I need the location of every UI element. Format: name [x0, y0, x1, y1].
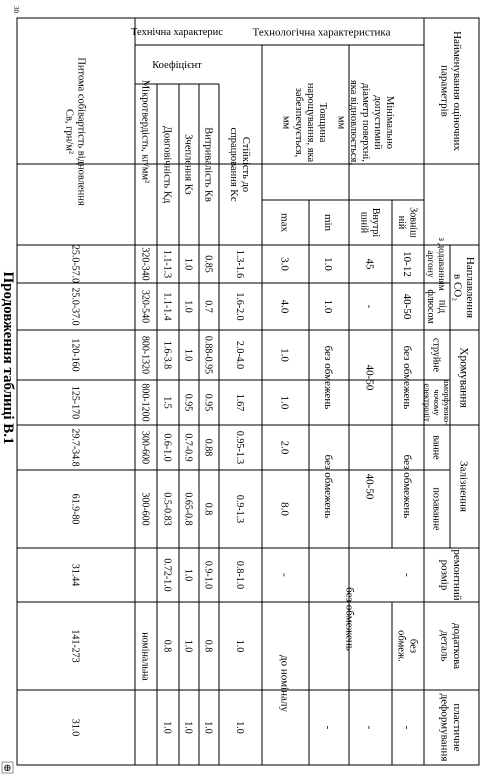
data-cell: 0.8 — [202, 639, 214, 653]
data-cell: 300-600 — [139, 492, 151, 526]
data-cell: 0.95 — [182, 393, 194, 412]
row-outer: Зовнішній — [395, 207, 419, 238]
data-cell: 0.7-0.9 — [182, 433, 194, 462]
group-technic: Технічна характерис — [131, 27, 223, 39]
data-cell: 1.0 — [182, 300, 194, 313]
header-ironing-out: позаванне — [430, 487, 442, 531]
data-cell: 0.95 — [202, 393, 214, 412]
data-cell: 1.0 — [182, 568, 194, 582]
data-cell: - — [401, 573, 414, 577]
row-inner: Внутрішній — [358, 207, 381, 238]
row-max: max — [278, 213, 291, 232]
group-tech: Технологічна характеристика — [252, 26, 391, 39]
data-cell: 2.0-4.0 — [234, 340, 245, 370]
data-cell: 1.0 — [182, 639, 194, 653]
data-cell: 0.65-0.8 — [182, 492, 194, 526]
data-cell: 31.0 — [69, 718, 81, 737]
row-cost: Питома собівартість відновленняСв, грн/м² — [63, 57, 87, 206]
data-cell: - — [363, 304, 376, 309]
data-cell: 1.6-3.8 — [161, 340, 173, 370]
move-handle-icon: ⊕ — [3, 763, 12, 774]
data-cell-merged: без обмежень — [343, 587, 356, 651]
data-cell: 0.8 — [202, 502, 214, 516]
data-cell: 1.0 — [278, 348, 291, 362]
data-cell: 0.95-1.3 — [234, 430, 245, 465]
data-cell: 0.72-1.0 — [161, 558, 173, 592]
data-cell: 1.0 — [161, 721, 173, 734]
data-cell: 61.9-80 — [69, 493, 81, 525]
header-chrome-amorph: аморфуюно-чочомуелектроліт — [422, 379, 452, 426]
data-cell: 1.0 — [234, 639, 245, 653]
data-cell: 1.0 — [182, 348, 194, 362]
data-cell: 0.7 — [202, 300, 214, 313]
page-corner-mark: 30 — [12, 6, 20, 13]
data-cell: 0.88 — [202, 438, 214, 457]
data-cell: 1.1-1.4 — [161, 292, 173, 321]
data-cell: 1.67 — [234, 393, 245, 412]
page-heading: Продовження таблиці В.1 — [0, 271, 16, 445]
data-cell: - — [363, 725, 376, 730]
header-flux: підфлюсом — [424, 289, 448, 324]
data-cell: 3.0 — [278, 257, 291, 271]
data-cell: 0.9-1.0 — [202, 560, 214, 590]
data-cell: 0.6-1.0 — [161, 433, 173, 462]
data-cell: 0.8-1.0 — [234, 560, 245, 590]
data-cell-nominal: номінальна — [139, 632, 151, 681]
data-cell: 1.0 — [322, 257, 335, 271]
data-cell: 120-160 — [69, 338, 81, 372]
data-cell: 1.0 — [234, 721, 245, 734]
header-ironing-bath: ванне — [430, 435, 442, 460]
header-params: Найменування оціночнихпараметрів — [438, 31, 463, 151]
row-durability: Довговічність Кд — [161, 125, 173, 204]
data-cell-merged: без обмежень — [401, 345, 414, 410]
data-cell: 800-1320 — [139, 335, 151, 375]
header-argon: з додаваннямаргону — [425, 237, 447, 291]
data-cell: 1.1-1.3 — [161, 249, 173, 279]
data-cell: 800-1200 — [139, 383, 151, 422]
data-cell-merged: до номіналу — [278, 655, 291, 712]
header-ironing: Залізнення — [457, 461, 470, 512]
data-cell: безобмеж. — [395, 630, 419, 662]
data-cell-merged: без обмежень — [401, 454, 414, 519]
data-cell: 320-340 — [139, 247, 151, 281]
data-cell: 141-273 — [69, 629, 81, 663]
data-cell: - — [322, 725, 335, 730]
group-coef: Коефіцієнт — [152, 60, 202, 72]
data-cell: 25.0-37.0 — [69, 287, 81, 326]
header-chrome: Хромування — [457, 347, 470, 408]
data-cell: 0.5-0.83 — [161, 492, 173, 526]
data-cell: 31.44 — [69, 563, 81, 587]
data-cell-merged: без обмежень — [322, 345, 335, 410]
row-min: min — [322, 213, 335, 232]
data-cell: 1.0 — [182, 721, 194, 734]
data-cell: 0.9-1.3 — [234, 494, 245, 524]
move-handle[interactable] — [2, 762, 13, 774]
data-cell: 1.0 — [182, 257, 194, 271]
data-cell: - — [278, 573, 291, 577]
data-cell: 29.7-34.8 — [69, 428, 81, 467]
data-cell: 25.0-57.0 — [69, 244, 81, 284]
header-extra: додатковадеталь — [438, 623, 463, 669]
data-cell: 1.5 — [161, 396, 173, 409]
data-cell-merged: 40-50 — [363, 473, 376, 500]
data-cell: 300-600 — [139, 430, 151, 465]
data-cell: 1.6-2.0 — [234, 292, 245, 321]
data-cell: 2.0 — [278, 440, 291, 455]
data-cell: 1.0 — [322, 299, 335, 314]
row-adhesion: Зчеплення Кз — [182, 134, 194, 195]
row-wear: Стійкість доспрацювання Kс — [227, 127, 251, 202]
data-cell: 1.0 — [278, 395, 291, 410]
data-cell: 45 — [363, 258, 376, 270]
header-plastic: пластичнедеформування — [438, 693, 463, 762]
header-chrome-jet: струйне — [430, 338, 442, 372]
data-cell: - — [401, 725, 414, 730]
data-cell: 1.3-1.6 — [234, 249, 245, 279]
data-cell-merged: без обмежень — [322, 454, 335, 519]
header-surfacing: Наплавленняв CO₂ — [451, 256, 476, 319]
data-cell: 4.0 — [278, 299, 291, 314]
data-cell: 0.8 — [161, 639, 173, 653]
data-cell: 10-12 — [401, 251, 414, 277]
row-thickness: Товщинанарощування, яказабезпечується,мм — [280, 82, 328, 163]
data-cell: 320-540 — [139, 289, 151, 324]
data-cell: 1.0 — [202, 721, 214, 734]
data-cell: 0.85 — [202, 255, 214, 273]
header-repair: ремонтнийрозмір — [438, 549, 463, 601]
row-endurance: Витривалість Кв — [202, 127, 214, 202]
data-cell-merged: 40-50 — [363, 364, 376, 391]
data-cell: 8.0 — [278, 502, 291, 516]
data-cell: 0.88-0.95 — [202, 335, 214, 375]
row-min-diam: Мінімальнодопустимийдіаметр поверхні,яка відновлюється,мм — [335, 79, 395, 166]
data-cell: 40-50 — [401, 293, 414, 320]
row-microhardness: Мікротвердість, кг/мм² — [139, 79, 151, 184]
data-cell: 125-170 — [69, 385, 81, 420]
